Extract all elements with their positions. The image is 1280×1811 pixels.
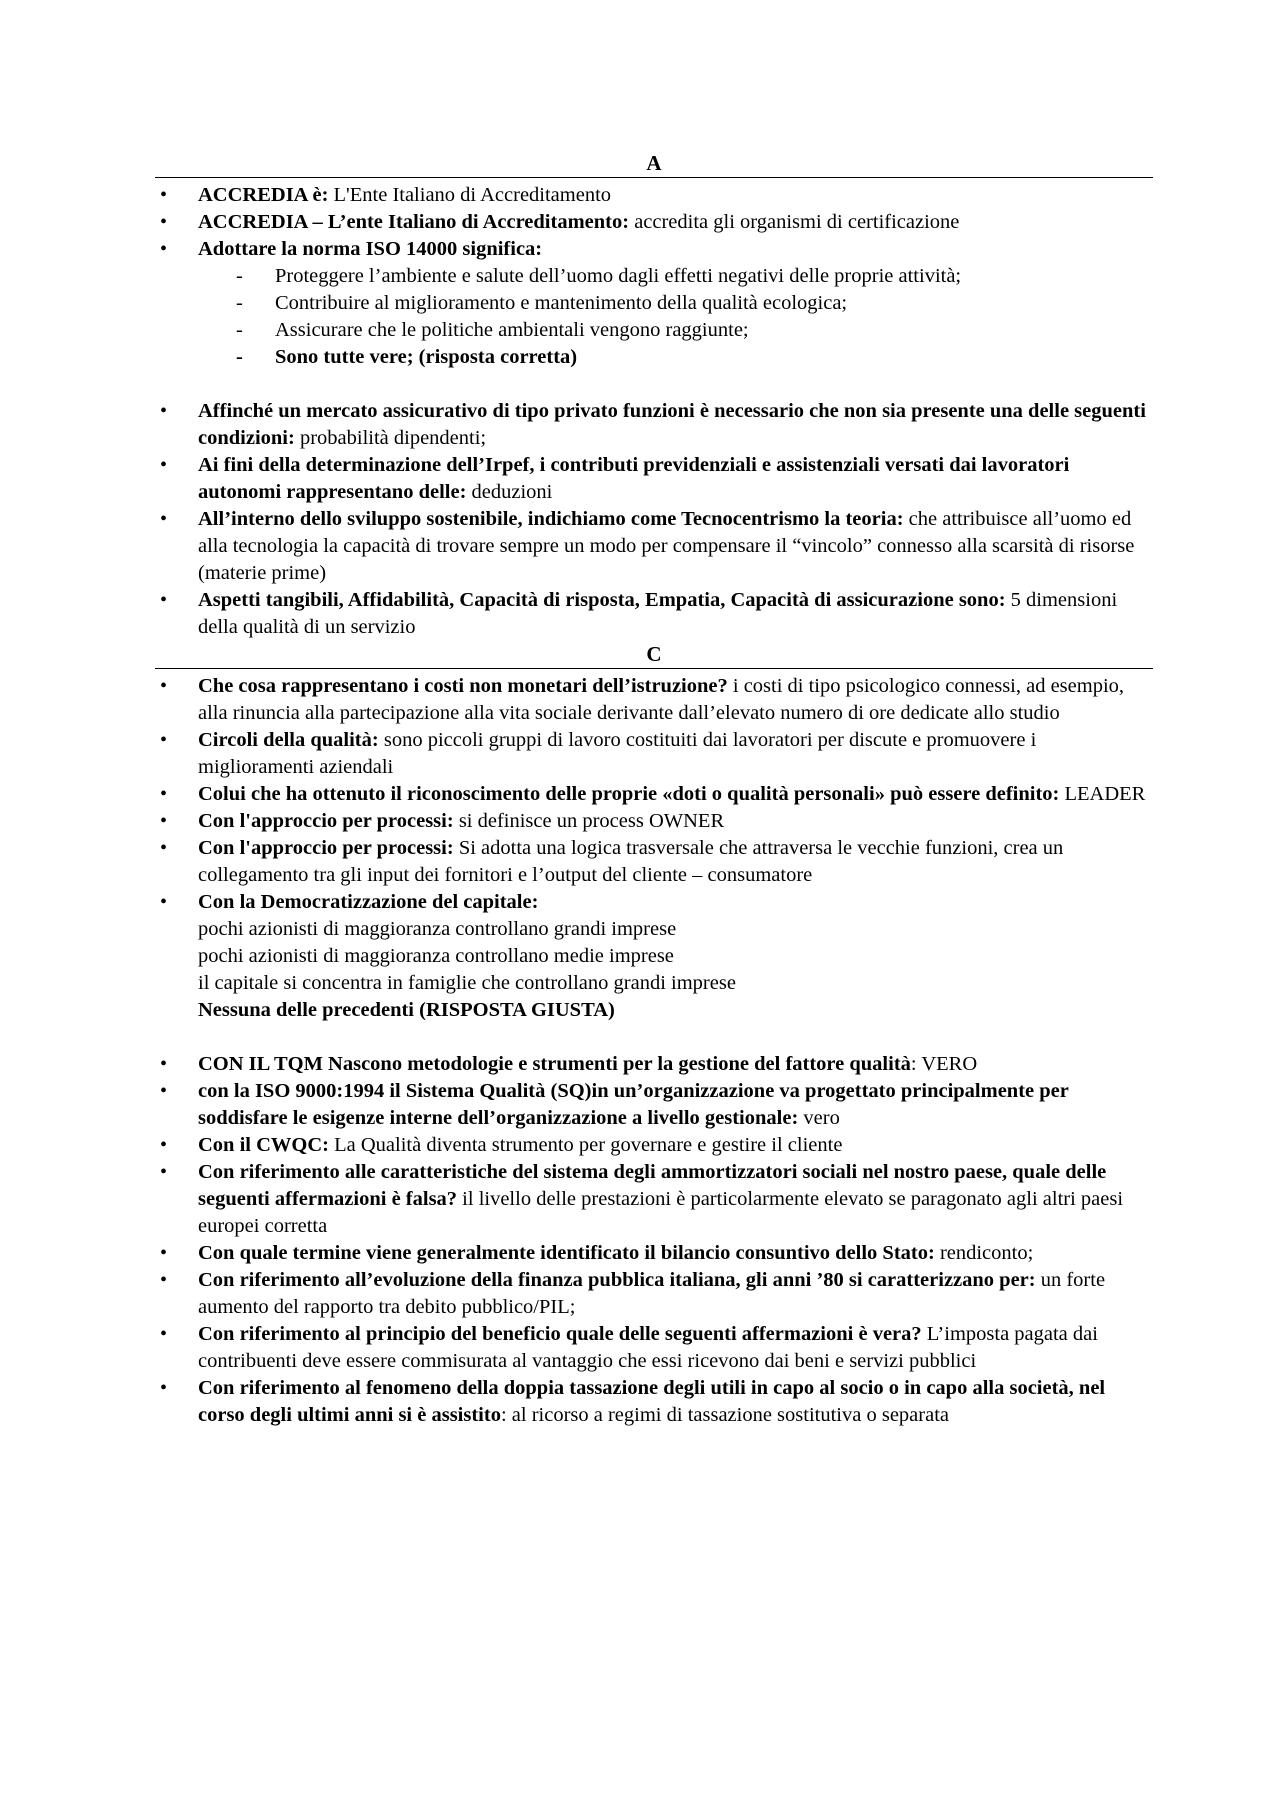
glossary-list-a xyxy=(155,182,1153,641)
answer: si definisce un process OWNER xyxy=(453,810,725,832)
option-line: pochi azionisti di maggioranza controllano medie imprese xyxy=(198,945,674,967)
list-item xyxy=(155,236,1153,371)
list-item xyxy=(155,781,1153,808)
option-line-correct: Nessuna delle precedenti (RISPOSTA GIUSTA) xyxy=(198,999,615,1021)
answer: vero xyxy=(798,1107,840,1129)
question: Con riferimento al principio del beneficio quale delle seguenti affermazioni è vera? xyxy=(198,1323,922,1345)
list-item xyxy=(155,1375,1153,1429)
question: Con riferimento al fenomeno della doppia tassazione degli utili in capo al socio o in capo alla società, nel corso degli ultimi anni si è assistito xyxy=(198,1377,1106,1426)
question: Aspetti tangibili, Affidabilità, Capacità di risposta, Empatia, Capacità di assicurazione sono: xyxy=(198,589,1006,611)
answer: deduzioni xyxy=(466,481,553,503)
section-letter-a: A xyxy=(646,151,662,175)
option-item-correct: - Sono tutte vere; (risposta corretta) xyxy=(198,344,1153,371)
answer: La Qualità diventa strumento per governare e gestire il cliente xyxy=(328,1134,843,1156)
question: Ai fini della determinazione dell’Irpef, i contributi previdenziali e assistenziali versati dai lavoratori autonomi rappresentano delle: xyxy=(198,454,1070,503)
answer: probabilità dipendenti; xyxy=(294,427,487,449)
question: Circoli della qualità: xyxy=(198,729,379,751)
glossary-list-c xyxy=(155,673,1153,1429)
list-item xyxy=(155,889,1153,1024)
question: con la ISO 9000:1994 il Sistema Qualità (SQ)in un’organizzazione va progettato principalmente per soddisfare le esigenze interne dell’organizzazione a livello gestionale: xyxy=(198,1080,1069,1129)
question: All’interno dello sviluppo sostenibile, indichiamo come Tecnocentrismo la teoria: xyxy=(198,508,904,530)
question: Colui che ha ottenuto il riconoscimento delle proprie «doti o qualità personali» può essere definito: xyxy=(198,783,1060,805)
question: Con il CWQC: xyxy=(198,1134,329,1156)
list-item xyxy=(155,1051,1153,1078)
question: ACCREDIA è: xyxy=(198,184,329,206)
question: CON IL TQM Nascono metodologie e strumenti per la gestione del fattore qualità xyxy=(198,1053,911,1075)
answer: rendiconto; xyxy=(934,1242,1034,1264)
list-item xyxy=(155,1321,1153,1375)
answer: L’imposta pagata dai contribuenti deve essere commisurata al vantaggio che essi ricevono dai beni e servizi pubblici xyxy=(198,1323,1098,1372)
answer: un forte aumento del rapporto tra debito pubblico/PIL; xyxy=(198,1269,1106,1318)
list-item xyxy=(155,452,1153,506)
question: Affinché un mercato assicurativo di tipo privato funzioni è necessario che non sia presente una delle seguenti condizioni: xyxy=(198,400,1146,449)
question: Con quale termine viene generalmente identificato il bilancio consuntivo dello Stato: xyxy=(198,1242,935,1264)
document-page xyxy=(155,150,1153,1429)
answer: : VERO xyxy=(910,1053,978,1075)
option-line: pochi azionisti di maggioranza controllano grandi imprese xyxy=(198,918,677,940)
list-item xyxy=(155,1078,1153,1132)
question: ACCREDIA – L’ente Italiano di Accreditamento: xyxy=(198,211,630,233)
question: Con riferimento alle caratteristiche del sistema degli ammortizzatori sociali nel nostro paese, quale delle seguenti affermazioni è falsa? xyxy=(198,1161,1107,1210)
answer: i costi di tipo psicologico connessi, ad esempio, alla rinuncia alla partecipazione alla vita sociale derivante dall’elevato numero di ore dedicate allo studio xyxy=(198,675,1125,724)
list-item xyxy=(155,1132,1153,1159)
list-item xyxy=(155,182,1153,209)
list-item xyxy=(155,1267,1153,1321)
question: Con l'approccio per processi: xyxy=(198,837,454,859)
list-item xyxy=(155,506,1153,587)
list-item xyxy=(155,808,1153,835)
list-item xyxy=(155,209,1153,236)
answer: che attribuisce all’uomo ed alla tecnologia la capacità di trovare sempre un modo per compensare il “vincolo” connesso alla scarsità di risorse (materie prime) xyxy=(198,508,1135,584)
answer: Si adotta una logica trasversale che attraversa le vecchie funzioni, crea un collegamento tra gli input dei fornitori e l’output del cliente – consumatore xyxy=(198,837,1064,886)
list-item xyxy=(155,1159,1153,1240)
question: Con riferimento all’evoluzione della finanza pubblica italiana, gli anni ’80 si caratterizzano per: xyxy=(198,1269,1036,1291)
question: Con la Democratizzazione del capitale: xyxy=(198,891,539,913)
list-item xyxy=(155,673,1153,727)
option-item: - Contribuire al miglioramento e mantenimento della qualità ecologica; xyxy=(198,290,1153,317)
section-divider xyxy=(155,668,1153,669)
option-list xyxy=(198,263,1153,371)
answer: accredita gli organismi di certificazione xyxy=(629,211,960,233)
option-item: - Proteggere l’ambiente e salute dell’uomo dagli effetti negativi delle proprie attività; xyxy=(198,263,1153,290)
list-item xyxy=(155,1240,1153,1267)
answer: L'Ente Italiano di Accreditamento xyxy=(328,184,612,206)
answer: : al ricorso a regimi di tassazione sostitutiva o separata xyxy=(500,1404,949,1426)
option-line: il capitale si concentra in famiglie che controllano grandi imprese xyxy=(198,972,736,994)
list-item xyxy=(155,398,1153,452)
section-divider xyxy=(155,177,1153,178)
section-letter-c: C xyxy=(646,642,662,666)
list-item xyxy=(155,727,1153,781)
answer: sono piccoli gruppi di lavoro costituiti dai lavoratori per discute e promuovere i miglioramenti aziendali xyxy=(198,729,1037,778)
option-item: - Assicurare che le politiche ambientali vengono raggiunte; xyxy=(198,317,1153,344)
question: Che cosa rappresentano i costi non monetari dell’istruzione? xyxy=(198,675,728,697)
list-item xyxy=(155,587,1153,641)
answer: 5 dimensioni della qualità di un servizio xyxy=(198,589,1118,638)
list-item xyxy=(155,835,1153,889)
answer: il livello delle prestazioni è particolarmente elevato se paragonato agli altri paesi europei corretta xyxy=(198,1188,1124,1237)
question: Con l'approccio per processi: xyxy=(198,810,454,832)
question: Adottare la norma ISO 14000 significa: xyxy=(198,238,543,260)
answer: LEADER xyxy=(1059,783,1146,805)
